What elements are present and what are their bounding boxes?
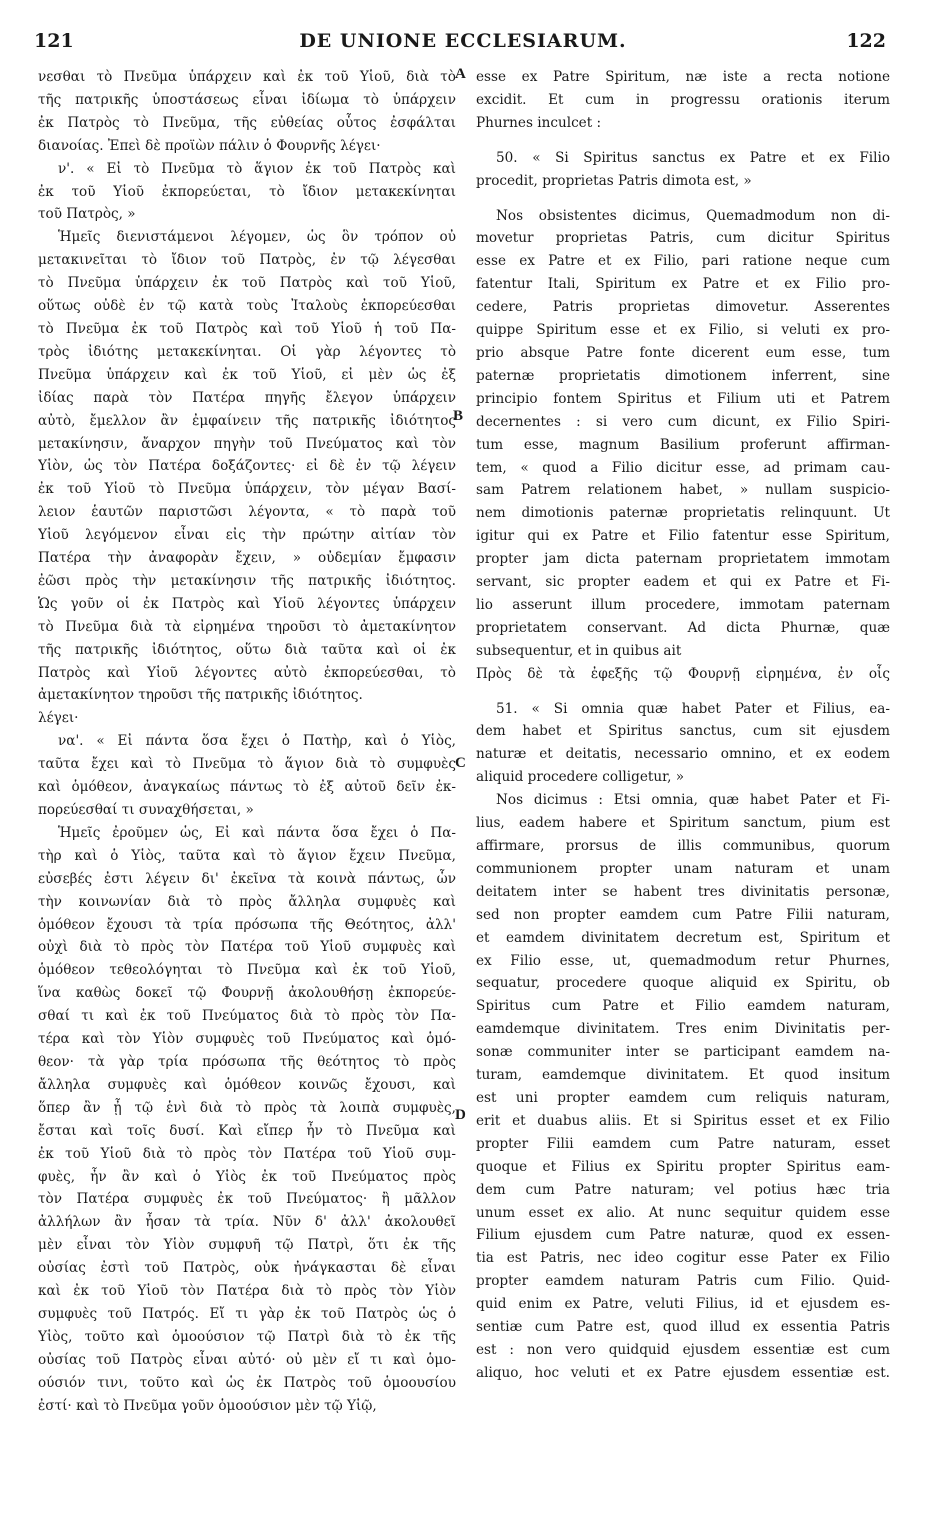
text-line: τρὸς ἰδιότης μετακεκίνηται. Οἱ γὰρ λέγοντες τὸ bbox=[38, 343, 456, 360]
text-line: tem, « quod a Filio dicitur esse, ad primam cau- bbox=[476, 459, 890, 476]
text-line: 50. « Si Spiritus sanctus ex Patre et ex Filio bbox=[496, 149, 890, 166]
text-line: lius, eadem habere et Spiritum sanctum, pium est bbox=[476, 815, 890, 832]
text-line: prio absque Patre fonte dicerent eum esse, tum bbox=[476, 344, 890, 361]
text-line: Πατέρα τὴν ἀναφορὰν ἔχειν, » οὐδεμίαν ἔμφασιν bbox=[38, 550, 456, 567]
text-line: ὁμόθεον τεθεολόγηται τὸ Πνεῦμα καὶ ἐκ τοῦ Υἱοῦ, bbox=[38, 962, 456, 979]
text-line: Spiritus cum Patre et Filio eamdem naturam, bbox=[476, 998, 890, 1015]
text-line: proprietatem conservant. Ad dicta Phurnæ, quæ bbox=[476, 619, 890, 636]
text-line: ούσιόν τινι, τοῦτο καὶ ὡς ἐκ Πατρὸς τοῦ ὁμοουσίου bbox=[38, 1374, 456, 1391]
text-line: θεον· τὰ γὰρ τρία πρόσωπα τῆς θεότητος τὸ πρὸς bbox=[38, 1053, 456, 1070]
text-line: ἀλλήλων ἂν ἦσαν τὰ τρία. Νῦν δ' ἀλλ' ἀκολουθεῖ bbox=[38, 1214, 456, 1231]
text-line: Filium ejusdem cum Patre naturæ, quod ex essen- bbox=[476, 1227, 890, 1244]
text-line: dem cum Patre naturam; vel potius hæc tria bbox=[476, 1181, 890, 1198]
text-line: να'. « Εἰ πάντα ὅσα ἔχει ὁ Πατὴρ, καὶ ὁ Υἱὸς, bbox=[58, 733, 456, 750]
text-line: συμφυὲς τοῦ Πατρός. Εἴ τι γὰρ ἐκ τοῦ Πατρὸς ὡς ὁ bbox=[38, 1305, 456, 1322]
text-line: ὅπερ ἂν ᾖ τῷ ἑνὶ διὰ τὸ πρὸς τὰ λοιπὰ συμφυὲς, bbox=[38, 1099, 456, 1116]
text-line: 51. « Si omnia quæ habet Pater et Filius, ea- bbox=[496, 700, 890, 717]
text-line: ἐστί· καὶ τὸ Πνεῦμα γοῦν ὁμοούσιον μὲν τῷ Υἱῷ, bbox=[38, 1397, 377, 1414]
text-line: dem habet et Spiritus sanctus, cum sit ejusdem bbox=[476, 723, 890, 740]
text-line: affirmare, prorsus de illis communibus, quorum bbox=[476, 838, 890, 854]
text-line: ταῦτα ἔχει καὶ τὸ Πνεῦμα τὸ ἅγιον διὰ τὸ συμφυὲς bbox=[38, 756, 456, 773]
text-line: τὴρ καὶ ὁ Υἱὸς, ταῦτα καὶ τὸ ἅγιον ἔχειν Πνεῦμα, bbox=[38, 847, 456, 864]
text-line: tum esse, magnum Basilium proferunt affirman- bbox=[476, 436, 890, 453]
text-line: οὐσίας τοῦ Πατρὸς εἶναι αὐτό· οὐ μὲν εἴ τι καὶ ὁμο- bbox=[38, 1351, 456, 1368]
text-line: sequatur, procedere quoque aliquid ex Spiritu, ob bbox=[476, 975, 890, 992]
text-line: Ἡμεῖς διενιστάμενοι λέγομεν, ὡς ὃν τρόπον οὐ bbox=[58, 229, 456, 246]
text-line: καὶ ὁμόθεον, ἀναγκαίως πάντως τὸ ἐξ αὐτοῦ δεῖν ἐκ- bbox=[38, 779, 456, 796]
text-line: νεσθαι τὸ Πνεῦμα ὑπάρχειν καὶ ἐκ τοῦ Υἱοῦ, διὰ τὸ bbox=[38, 69, 456, 85]
margin-marker-a: A bbox=[455, 66, 466, 82]
text-line: τὸ Πνεῦμα διὰ τὰ εἰρημένα τηροῦσι τὸ ἀμετακίνητον bbox=[38, 618, 456, 635]
margin-marker-d: D bbox=[455, 1107, 466, 1123]
text-line: Υἱὸν, ὡς τὸν Πατέρα δοξάζοντες· εἰ δὲ ἐν τῷ λέγειν bbox=[38, 458, 456, 475]
text-line: ἐκ τοῦ Υἱοῦ διὰ τὸ πρὸς τὸν Πατέρα τοῦ Υἱοῦ συμ- bbox=[38, 1145, 456, 1162]
text-line: deitatem inter se habent tres divinitatis personæ, bbox=[476, 883, 890, 900]
text-line: Πρὸς δὲ τὰ ἐφεξῆς τῷ Φουρνῇ εἰρημένα, ἐν οἷς bbox=[476, 665, 890, 682]
text-line: τὸν Πατέρα συμφυὲς ἐκ τοῦ Πνεύματος· ἢ μᾶλλον bbox=[38, 1191, 456, 1208]
text-line: ν'. « Εἰ τὸ Πνεῦμα τὸ ἅγιον ἐκ τοῦ Πατρὸς καὶ bbox=[58, 160, 456, 177]
text-line: ὁμόθεον ἔχουσι τὰ τρία πρόσωπα τῆς Θεότητος, ἀλλ' bbox=[38, 916, 456, 933]
text-line: ἵνα καθὼς δοκεῖ τῷ Φουρνῇ ἀκολουθήσῃ ἐκπορεύε- bbox=[38, 985, 456, 1002]
text-line: τέρα καὶ τὸν Υἱὸν συμφυὲς τοῦ Πνεύματος καὶ ὁμό- bbox=[38, 1031, 456, 1048]
text-line: excidit. Et cum in progressu orationis iterum bbox=[476, 91, 890, 108]
page-header bbox=[0, 30, 926, 64]
text-line: τοῦ Πατρὸς, » bbox=[38, 206, 136, 223]
text-line: sonæ communiter inter se participant eamdem na- bbox=[476, 1044, 890, 1061]
text-line: paternæ proprietatis dimotionem inferrent, sine bbox=[476, 367, 890, 384]
text-line: λειον ἑαυτῶν παριστῶσι λέγοντα, « τὸ παρὰ τοῦ bbox=[38, 504, 456, 521]
text-line: εὐσεβές ἐστι λέγειν δι' ἐκεῖνα τὰ κοινὰ πάντως, ὧν bbox=[38, 870, 456, 887]
text-line: Πνεῦμα ὑπάρχειν καὶ ἐκ τοῦ Υἱοῦ, εἰ μὲν ὡς ἐξ bbox=[38, 366, 456, 383]
text-line: quoque et Filius ex Spiritu propter Spiritus eam- bbox=[476, 1158, 890, 1175]
text-line: τὸ Πνεῦμα ἐκ τοῦ Πατρὸς καὶ τοῦ Υἱοῦ ἡ τοῦ Πα- bbox=[38, 320, 456, 337]
text-line: et eamdem divinitatem decretum est, Spiritum et bbox=[476, 929, 890, 946]
text-line: propter Filii eamdem cum Patre naturam, esset bbox=[476, 1135, 890, 1152]
text-line: aliquo, hoc veluti et ex Patre ejusdem essentiæ est. bbox=[476, 1364, 890, 1381]
text-line: sed non propter eamdem cum Patre Filii naturam, bbox=[476, 906, 890, 923]
text-line: Nos obsistentes dicimus, Quemadmodum non di- bbox=[496, 207, 890, 224]
text-line bbox=[476, 686, 890, 698]
text-line: μὲν εἶναι τὸν Υἱὸν συμφυῆ τῷ Πατρὶ, ὅτι ἐκ τῆς bbox=[38, 1237, 456, 1254]
text-line: lio asserunt illum procedere, immotam paternam bbox=[476, 596, 890, 613]
text-line: καὶ ἐκ τοῦ Υἱοῦ τὸν Πατέρα διὰ τὸ πρὸς τὸν Υἱὸν bbox=[38, 1283, 456, 1300]
text-line: nem dimotionis paternæ proprietatis relinquunt. Ut bbox=[476, 505, 890, 522]
text-line: οὕτως οὐδὲ ἐν τῷ κατὰ τοὺς Ἰταλοὺς ἐκπορεύεσθαι bbox=[38, 298, 456, 315]
text-line: οὐχὶ διὰ τὸ πρὸς τὸν Πατέρα τοῦ Υἱοῦ συμφυὲς καὶ bbox=[38, 939, 456, 956]
text-line: communionem propter unam naturam et unam bbox=[476, 860, 890, 877]
text-line: ἐῶσι πρὸς τὴν μετακίνησιν τῆς πατρικῆς ἰδιότητος. bbox=[38, 572, 456, 589]
text-line: fatentur Itali, Spiritum ex Patre et ex Filio pro- bbox=[476, 276, 890, 293]
text-line: esse ex Patre Spiritum, næ iste a recta notione bbox=[476, 69, 890, 85]
text-line: μετακίνησιν, ἄναρχον πηγὴν τοῦ Πνεύματος καὶ τὸν bbox=[38, 435, 456, 452]
text-line: propter jam dicta paternam proprietatem immotam bbox=[476, 551, 890, 568]
text-line: unum esset ex alio. At nunc sequitur quidem esse bbox=[476, 1204, 890, 1221]
text-line: λέγει· bbox=[38, 710, 79, 727]
text-line: servant, sic propter eadem et qui ex Patre et Fi- bbox=[476, 574, 890, 591]
text-line: τὸ Πνεῦμα ὑπάρχειν ἐκ τοῦ Πατρὸς καὶ τοῦ Υἱοῦ, bbox=[38, 275, 456, 292]
margin-marker-b: B bbox=[453, 408, 464, 424]
text-line: esse ex Patre et ex Filio, pari ratione neque cum bbox=[476, 253, 890, 270]
text-line: est uni propter eamdem cum reliquis naturam, bbox=[476, 1089, 890, 1106]
text-line bbox=[476, 193, 890, 205]
text-line: sentiæ cum Patre est, quod illud ex essentia Patris bbox=[476, 1319, 890, 1336]
text-line: ἐκ τοῦ Υἱοῦ ἐκπορεύεται, τὸ ἴδιον μετακεκίνηται bbox=[38, 183, 456, 200]
text-line: sam Patrem relationem habet, » nullam suspicio- bbox=[476, 482, 890, 499]
text-line: turam, eamdemque divinitatem. Et quod insitum bbox=[476, 1067, 890, 1084]
text-line: τῆς πατρικῆς ἰδιότητος, οὕτω διὰ ταῦτα καὶ οἱ ἐκ bbox=[38, 641, 456, 658]
text-line: est : non vero quidquid ejusdem essentiæ est cum bbox=[476, 1341, 890, 1358]
running-title: DE UNIONE ECCLESIARUM. bbox=[299, 30, 627, 52]
text-line: ἰδίας παρὰ τὸν Πατέρα πηγῆς ἔλεγον ὑπάρχειν bbox=[38, 389, 456, 406]
text-line: propter eamdem naturam Patris cum Filio. Quid- bbox=[476, 1273, 890, 1290]
text-line: naturæ et deitatis, necessario omnino, et ex eodem bbox=[476, 746, 890, 763]
text-line bbox=[476, 135, 890, 147]
page-number-right: 122 bbox=[846, 30, 886, 52]
text-line: principio fontem Spiritus et Filium uti et Patrem bbox=[476, 390, 890, 407]
text-line: σθαί τι καὶ ἐκ τοῦ Πνεύματος διὰ τὸ πρὸς τὸν Πα- bbox=[38, 1008, 456, 1025]
text-line: cedere, Patris proprietas dimovetur. Asserentes bbox=[476, 299, 890, 316]
text-line: ἐκ Πατρὸς τὸ Πνεῦμα, τῆς εὐθείας οὗτος ἐσφάλται bbox=[38, 114, 456, 131]
text-line: Phurnes inculcet : bbox=[476, 114, 602, 131]
latin-text-column bbox=[476, 66, 890, 1385]
text-line: quid enim ex Patre, veluti Filius, id et ejusdem es- bbox=[476, 1296, 890, 1313]
text-line: Nos dicimus : Etsi omnia, quæ habet Pater et Fi- bbox=[496, 792, 890, 809]
text-line: ἔσται καὶ τοῖς δυσί. Καὶ εἴπερ ἦν τὸ Πνεῦμα καὶ bbox=[38, 1122, 456, 1139]
text-line: μετακινεῖται τὸ ἴδιον τοῦ Πατρὸς, ἐν τῷ λέγεσθαι bbox=[38, 252, 456, 269]
margin-marker-c: C bbox=[455, 755, 466, 771]
text-line: procedit, proprietas Patris dimota est, » bbox=[476, 172, 752, 189]
text-line: φυὲς, ἦν ἂν καὶ ὁ Υἱὸς ἐκ τοῦ Πνεύματος πρὸς bbox=[38, 1168, 456, 1185]
text-line: οὐσίας ἐστὶ τοῦ Πατρὸς, οὐκ ἠνάγκασται δὲ εἶναι bbox=[38, 1260, 456, 1277]
text-line: Υἱὸς, τοῦτο καὶ ὁμοούσιον τῷ Πατρὶ διὰ τὸ ἐκ τῆς bbox=[38, 1328, 456, 1345]
text-line: ex Filio esse, ut, quemadmodum retur Phurnes, bbox=[476, 952, 890, 969]
text-line: aliquid procedere colligetur, » bbox=[476, 769, 685, 786]
text-line: ἄλληλα συμφυὲς καὶ ὁμόθεον κοινῶς ἔχουσι, καὶ bbox=[38, 1076, 456, 1093]
text-line: movetur proprietas Patris, cum dicitur Spiritus bbox=[476, 230, 890, 247]
text-line: Υἱοῦ λεγόμενον εἶναι εἰς τὴν πρώτην αἰτίαν τὸν bbox=[38, 527, 456, 544]
text-line: igitur qui ex Patre et Filio fatentur esse Spiritum, bbox=[476, 528, 890, 545]
text-line: Πατρὸς καὶ Υἱοῦ λέγοντες αὐτὸ ἐκπορεύεσθαι, τὸ bbox=[38, 664, 456, 681]
text-line: διανοίας. Ἐπεὶ δὲ προϊὼν πάλιν ὁ Φουρνῆς λέγει· bbox=[38, 137, 381, 154]
text-line: decernentes : si vero cum dicunt, ex Filio Spiri- bbox=[476, 413, 890, 430]
greek-text-column bbox=[38, 66, 456, 1417]
text-line: subsequentur, et in quibus ait bbox=[476, 642, 682, 659]
text-line: tia est Patris, nec ideo cogitur esse Pater ex Filio bbox=[476, 1250, 890, 1267]
text-line: erit et duabus aliis. Et si Spiritus esset et ex Filio bbox=[476, 1112, 890, 1129]
text-line: ἀμετακίνητον τηροῦσι τῆς πατρικῆς ἰδιότητος. bbox=[38, 687, 363, 704]
text-line: πορεύεσθαί τι συναχθήσεται, » bbox=[38, 802, 254, 818]
text-line: αὐτὸ, ἔμελλον ἂν ἐμφαίνειν τῆς πατρικῆς ἰδιότητος bbox=[38, 412, 456, 429]
text-line: quippe Spiritum esse et ex Filio, si veluti ex pro- bbox=[476, 322, 890, 339]
text-line: ἐκ τοῦ Υἱοῦ τὸ Πνεῦμα ὑπάρχειν, τὸν μέγαν Βασί- bbox=[38, 481, 456, 498]
text-line: eamdemque divinitatem. Tres enim Divinitatis per- bbox=[476, 1021, 890, 1038]
page-number-left: 121 bbox=[34, 30, 74, 52]
text-line: τὴν κοινωνίαν διὰ τὸ πρὸς ἄλληλα συμφυὲς καὶ bbox=[38, 893, 456, 910]
text-line: Ὡς γοῦν οἱ ἐκ Πατρὸς καὶ Υἱοῦ λέγοντες ὑπάρχειν bbox=[38, 595, 456, 612]
text-line: τῆς πατρικῆς ὑποστάσεως εἶναι ἰδίωμα τὸ ὑπάρχειν bbox=[38, 91, 456, 108]
text-line: Ἡμεῖς ἐροῦμεν ὡς, Εἰ καὶ πάντα ὅσα ἔχει ὁ Πα- bbox=[58, 824, 456, 841]
